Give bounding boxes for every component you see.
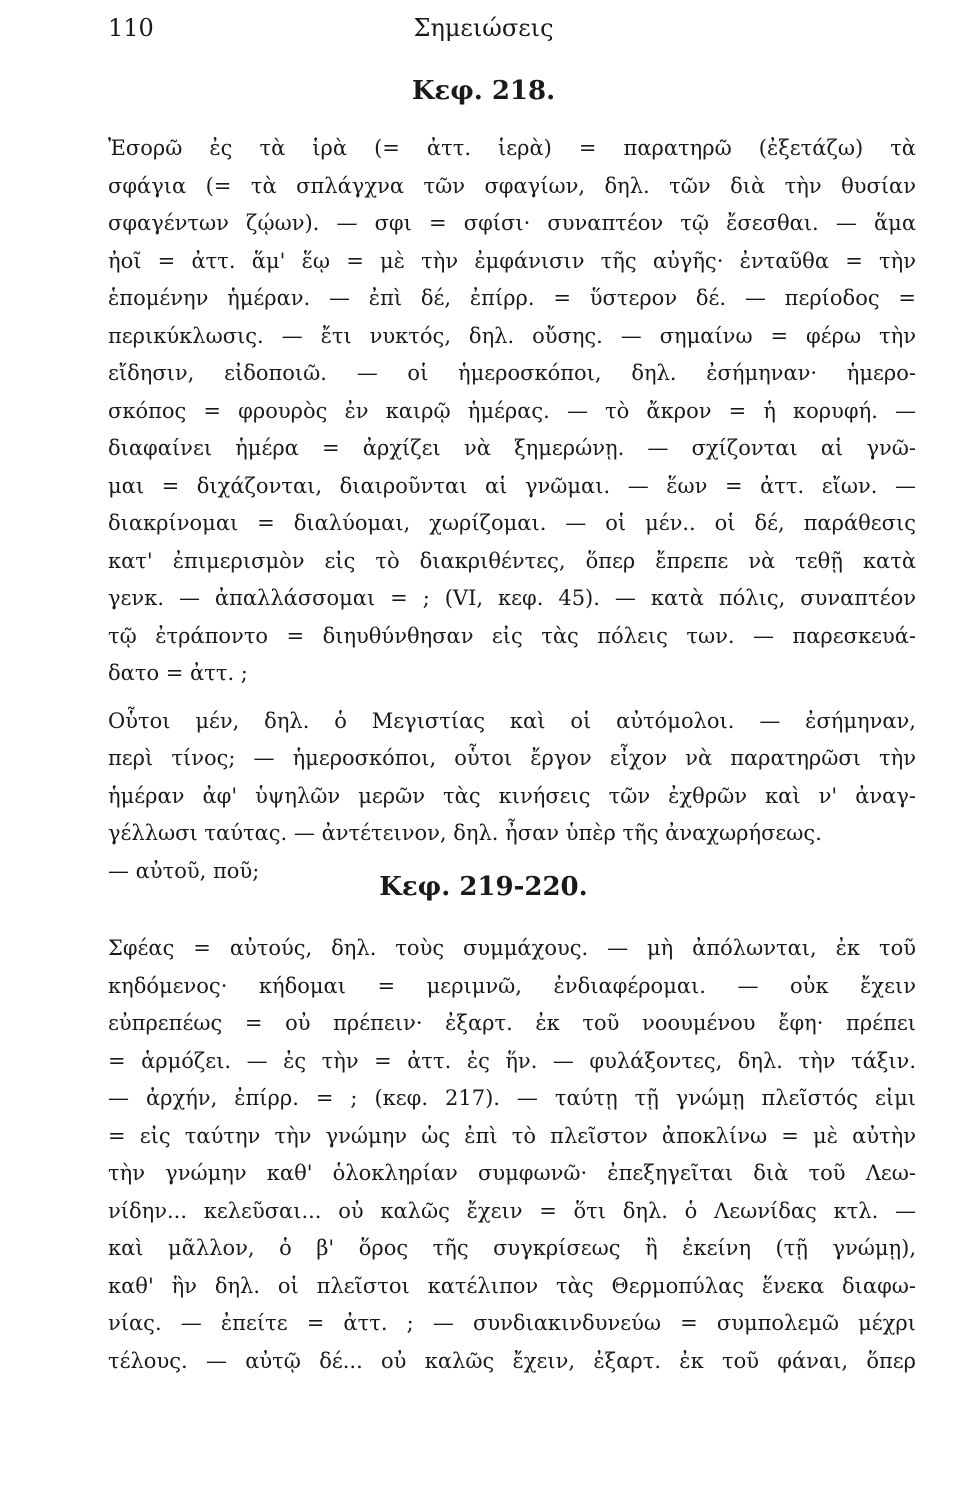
text-line: καὶ μᾶλλον, ὁ β' ὅρος τῆς συγκρίσεως ἢ ἐκείνη (τῇ γνώμῃ),: [108, 1236, 916, 1260]
text-line: σκόπος = φρουρὸς ἐν καιρῷ ἡμέρας. — τὸ ἄκρον = ἡ κορυφή. —: [108, 398, 916, 423]
text-line: Ἐσορῶ ἐς τὰ ἱρὰ (= ἀττ. ἱερὰ) = παρατηρῶ (ἐξετάζω) τὰ: [108, 136, 916, 160]
text-line: νίδην... κελεῦσαι... οὐ καλῶς ἔχειν = ὅτι δηλ. ὁ Λεωνίδας κτλ. —: [108, 1198, 916, 1223]
text-line: κηδόμενος· κήδομαι = μεριμνῶ, ἐνδιαφέρομαι. — οὐκ ἔχειν: [108, 973, 916, 998]
text-line: καθ' ἣν δηλ. οἱ πλεῖστοι κατέλιπον τὰς Θερμοπύλας ἕνεκα διαφω-: [108, 1273, 916, 1298]
notes-block: [108, 130, 916, 890]
text-line: διακρίνομαι = διαλύομαι, χωρίζομαι. — οἱ μέν.. οἱ δέ, παράθεσις: [108, 511, 916, 535]
text-line: τὴν γνώμην καθ' ὁλοκληρίαν συμφωνῶ· ἐπεξηγεῖται διὰ τοῦ Λεω-: [108, 1161, 916, 1185]
text-line: σφαγέντων ζῴων). — σφι = σφίσι· συναπτέον τῷ ἔσεσθαι. — ἅμα: [108, 211, 916, 235]
text-line: = ἁρμόζει. — ἐς τὴν = ἀττ. ἐς ἥν. — φυλάξοντες, δηλ. τὴν τάξιν.: [108, 1048, 916, 1073]
text-line: περικύκλωσις. — ἔτι νυκτός, δηλ. οὔσης. — σημαίνω = φέρω τὴν: [108, 323, 916, 348]
section-heading: Κεφ. 219-220.: [379, 872, 588, 902]
text-line: εὐπρεπέως = οὐ πρέπειν· ἐξαρτ. ἐκ τοῦ νοουμένου ἔφη· πρέπει: [108, 1011, 916, 1035]
section-heading: Κεφ. 218.: [411, 76, 556, 106]
text-line: κατ' ἐπιμερισμὸν εἰς τὸ διακριθέντες, ὅπερ ἔπρεπε νὰ τεθῇ κατὰ: [108, 548, 916, 573]
text-line: ἠοῖ = ἀττ. ἅμ' ἕῳ = μὲ τὴν ἐμφάνισιν τῆς αὐγῆς· ἐνταῦθα = τὴν: [108, 248, 916, 273]
text-line: — ἀρχήν, ἐπίρρ. = ; (κεφ. 217). — ταύτῃ τῇ γνώμῃ πλεῖστός εἰμι: [108, 1086, 916, 1110]
text-line: γέλλωσι ταύτας. — ἀντέτεινον, δηλ. ἦσαν ὑπὲρ τῆς ἀναχωρήσεως.: [108, 821, 822, 845]
text-line: γενκ. — ἀπαλλάσσομαι = ; (VI, κεφ. 45). — κατὰ πόλις, συναπτέον: [108, 586, 916, 610]
text-line: ἑπομένην ἡμέραν. — ἐπὶ δέ, ἐπίρρ. = ὕστερον δέ. — περίοδος =: [108, 286, 916, 310]
text-line: = εἰς ταύτην τὴν γνώμην ὡς ἐπὶ τὸ πλεῖστον ἀποκλίνω = μὲ αὐτὴν: [108, 1123, 916, 1148]
page-number: 110: [108, 14, 154, 42]
text-line: μαι = διχάζονται, διαιροῦνται αἱ γνῶμαι. — ἕων = ἀττ. εἴων. —: [108, 473, 916, 498]
text-line: Οὗτοι μέν, δηλ. ὁ Μεγιστίας καὶ οἱ αὐτόμολοι. — ἐσήμηναν,: [108, 708, 916, 733]
text-line: — αὐτοῦ, ποῦ;: [108, 858, 260, 883]
text-line: δατο = ἀττ. ;: [108, 661, 248, 685]
text-line: περὶ τίνος; — ἡμεροσκόποι, οὗτοι ἔργον εἶχον νὰ παρατηρῶσι τὴν: [108, 746, 916, 770]
text-line: εἴδησιν, εἰδοποιῶ. — οἱ ἡμεροσκόποι, δηλ. ἐσήμηναν· ἡμερο-: [108, 361, 916, 385]
text-line: Σφέας = αὐτούς, δηλ. τοὺς συμμάχους. — μὴ ἀπόλωνται, ἐκ τοῦ: [108, 936, 916, 960]
text-line: ἡμέραν ἀφ' ὑψηλῶν μερῶν τὰς κινήσεις τῶν ἐχθρῶν καὶ ν' ἀναγ-: [108, 783, 916, 808]
text-line: τέλους. — αὐτῷ δέ... οὐ καλῶς ἔχειν, ἐξαρτ. ἐκ τοῦ φάναι, ὅπερ: [108, 1348, 916, 1373]
text-line: διαφαίνει ἡμέρα = ἀρχίζει νὰ ξημερώνῃ. — σχίζονται αἱ γνῶ-: [108, 436, 916, 460]
text-line: σφάγια (= τὰ σπλάγχνα τῶν σφαγίων, δηλ. τῶν διὰ τὴν θυσίαν: [108, 173, 916, 198]
notes-block: [108, 930, 916, 1380]
text-line: τῷ ἐτράποντο = διηυθύνθησαν εἰς τὰς πόλεις των. — παρεσκευά-: [108, 623, 916, 648]
text-line: νίας. — ἐπείτε = ἀττ. ; — συνδιακινδυνεύω = συμπολεμῶ μέχρι: [108, 1311, 916, 1335]
running-head: Σημειώσεις: [413, 14, 554, 42]
